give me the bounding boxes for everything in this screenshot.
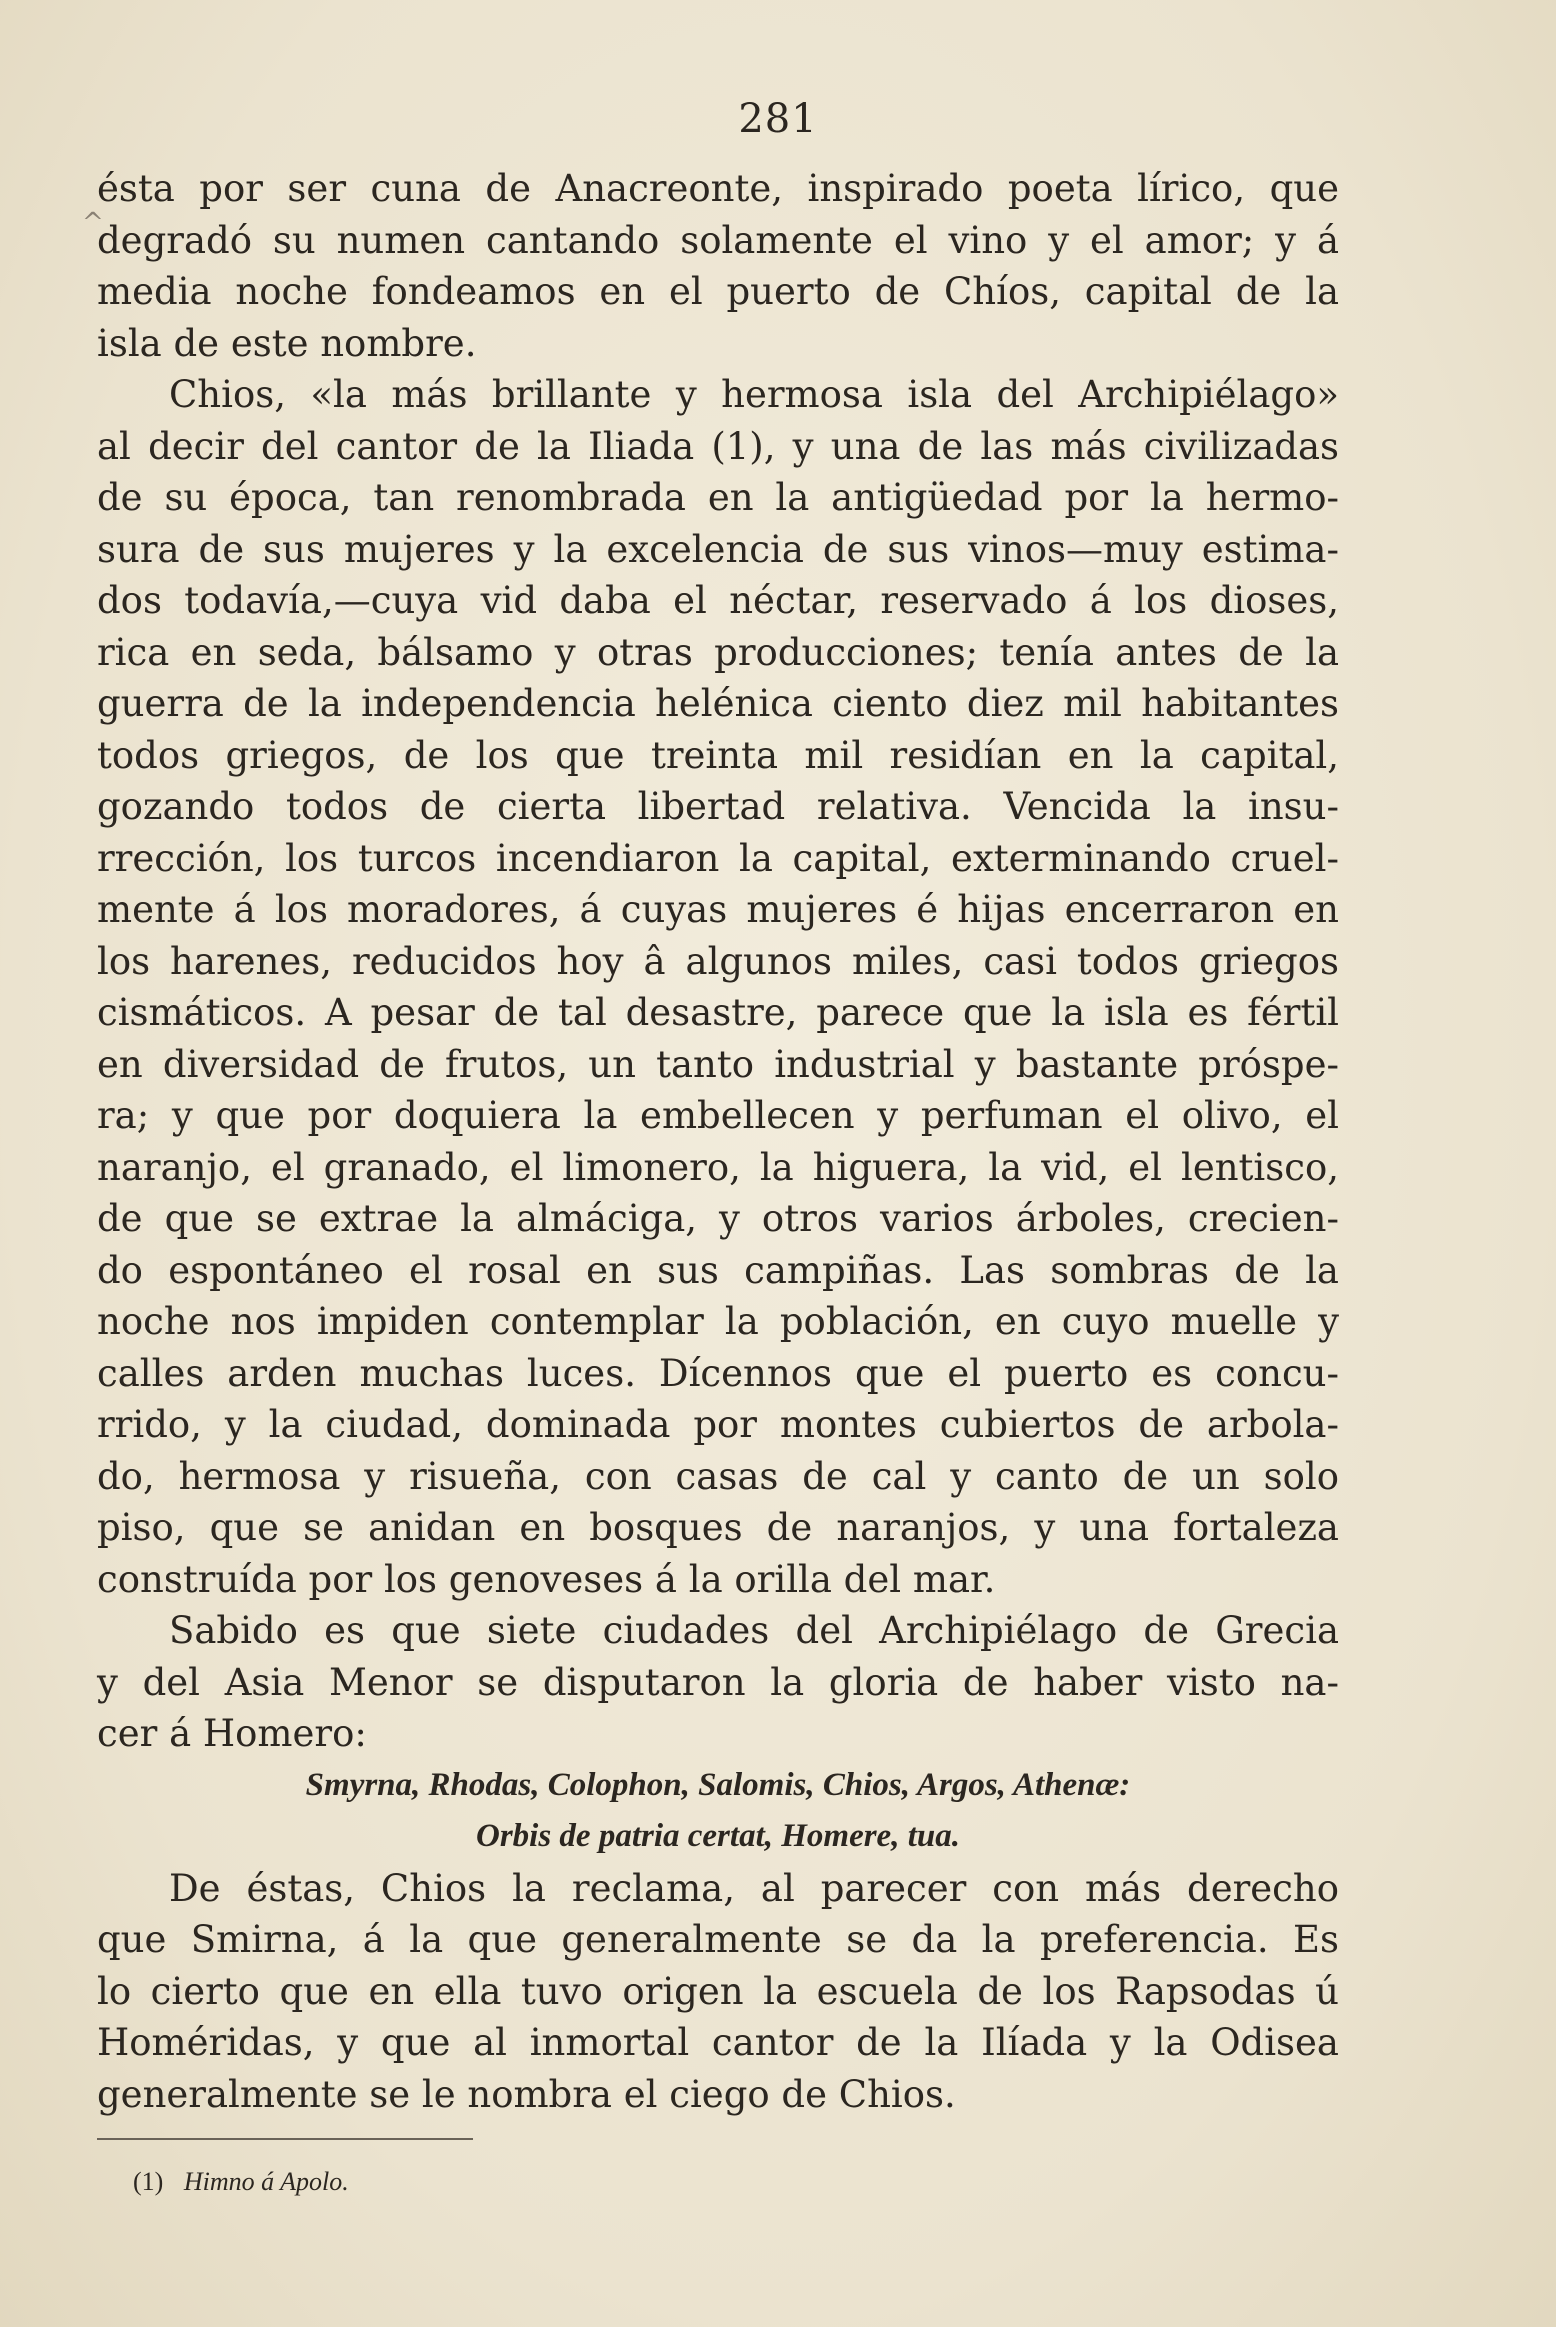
text-line: dos todavía,—cuya vid daba el néctar, reservado á los dioses, — [97, 579, 1339, 622]
footnote-text: Himno á Apolo. — [183, 2167, 349, 2196]
text-line: gozando todos de cierta libertad relativa. Vencida la insu- — [97, 785, 1339, 828]
text-line: sura de sus mujeres y la excelencia de sus vinos—muy estima- — [97, 527, 1339, 571]
text-line: lo cierto que en ella tuvo origen la escuela de los Rapsodas ú — [97, 1969, 1339, 2013]
text-line: los harenes, reducidos hoy â algunos miles, casi todos griegos — [97, 939, 1339, 983]
text-line: Chios, «la más brillante y hermosa isla del Archipiélago» — [169, 373, 1339, 416]
text-line: de su época, tan renombrada en la antigüedad por la hermo- — [97, 476, 1339, 519]
text-line: naranjo, el granado, el limonero, la higuera, la vid, el lentisco, — [97, 1145, 1339, 1189]
main-text — [97, 163, 1339, 2120]
text-line: De éstas, Chios la reclama, al parecer con más derecho — [169, 1866, 1339, 1910]
text-line: isla de este nombre. — [97, 321, 477, 365]
text-line: Homéridas, y que al inmortal cantor de la Ilíada y la Odisea — [97, 2021, 1339, 2064]
text-line: mente á los moradores, á cuyas mujeres é hijas encerraron en — [97, 888, 1339, 931]
text-line: rrección, los turcos incendiaron la capital, exterminando cruel- — [97, 836, 1339, 880]
text-line: ésta por ser cuna de Anacreonte, inspirado poeta lírico, que — [97, 167, 1339, 210]
latin-verse-line: Orbis de patria certat, Homere, tua. — [476, 1818, 960, 1854]
text-line: Sabido es que siete ciudades del Archipiélago de Grecia — [169, 1609, 1339, 1652]
footnote-marker: (1) — [133, 2167, 164, 2196]
page-number: 281 — [738, 96, 818, 142]
text-line: do espontáneo el rosal en sus campiñas. Las sombras de la — [97, 1248, 1339, 1292]
text-line: cismáticos. A pesar de tal desastre, parece que la isla es fértil — [97, 991, 1339, 1034]
text-line: construída por los genoveses á la orilla del mar. — [97, 1557, 996, 1601]
text-line: cer á Homero: — [97, 1712, 367, 1755]
text-line: degradó su numen cantando solamente el vino y el amor; y á — [97, 218, 1339, 262]
text-line: piso, que se anidan en bosques de naranjos, y una fortaleza — [97, 1506, 1339, 1549]
text-line: noche nos impiden contemplar la población, en cuyo muelle y — [97, 1300, 1339, 1343]
text-line: en diversidad de frutos, un tanto industrial y bastante próspe- — [97, 1042, 1339, 1086]
text-line: rica en seda, bálsamo y otras producciones; tenía antes de la — [97, 630, 1339, 674]
text-line: ra; y que por doquiera la embellecen y perfuman el olivo, el — [97, 1094, 1339, 1137]
stray-ink-mark: ^ — [82, 208, 104, 238]
footnote — [133, 2167, 349, 2197]
text-line: rrido, y la ciudad, dominada por montes cubiertos de arbola- — [97, 1403, 1339, 1446]
text-line: generalmente se le nombra el ciego de Chios. — [97, 2072, 956, 2116]
text-line: y del Asia Menor se disputaron la gloria de haber visto na- — [97, 1660, 1339, 1704]
text-line: calles arden muchas luces. Dícennos que el puerto es concu- — [97, 1351, 1339, 1395]
text-line: que Smirna, á la que generalmente se da la preferencia. Es — [97, 1918, 1339, 1961]
footnote-divider — [97, 2138, 473, 2140]
latin-verse-line: Smyrna, Rhodas, Colophon, Salomis, Chios, Argos, Athenæ: — [305, 1766, 1131, 1803]
text-line: de que se extrae la almáciga, y otros varios árboles, crecien- — [97, 1197, 1339, 1240]
text-line: al decir del cantor de la Iliada (1), y una de las más civilizadas — [97, 424, 1339, 468]
text-line: todos griegos, de los que treinta mil residían en la capital, — [97, 733, 1339, 777]
text-line: do, hermosa y risueña, con casas de cal y canto de un solo — [97, 1454, 1339, 1498]
text-line: media noche fondeamos en el puerto de Chíos, capital de la — [97, 270, 1339, 313]
text-line: guerra de la independencia helénica ciento diez mil habitantes — [97, 682, 1339, 725]
